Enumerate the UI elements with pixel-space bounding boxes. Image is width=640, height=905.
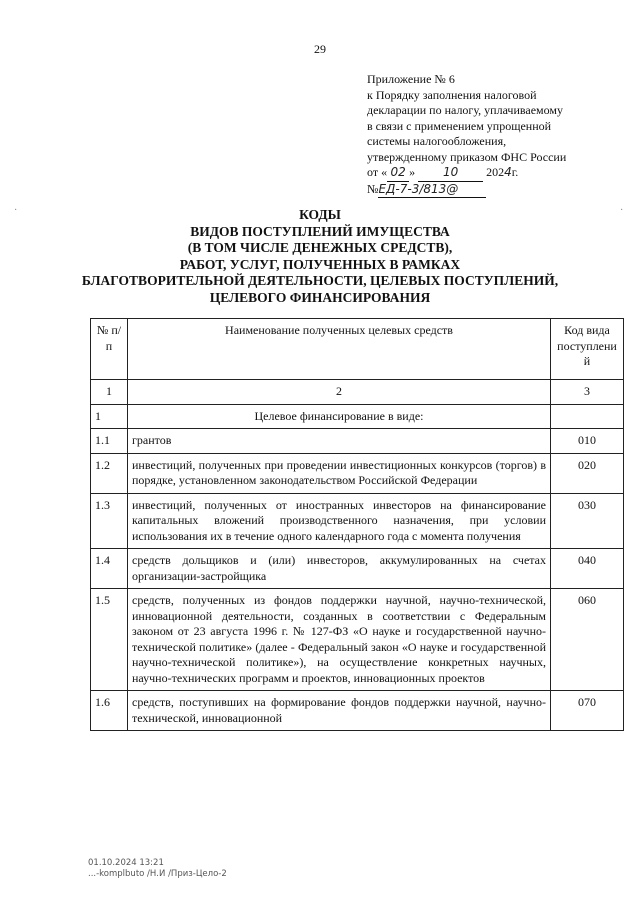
appendix-line: системы налогообложения, — [367, 134, 507, 148]
header-name: Наименование полученных целевых средств — [128, 319, 551, 380]
row-num: 1.3 — [91, 493, 128, 549]
header-code: Код вида поступлени й — [551, 319, 624, 380]
date-suffix: г. — [511, 165, 519, 179]
date-day: 02 — [387, 165, 409, 182]
date-month: 10 — [418, 165, 483, 182]
footer-path: ...-komplbuto /Н.И /Приз-Цело-2 — [88, 869, 227, 879]
appendix-line: в связи с применением упрощенной — [367, 118, 552, 133]
footer-timestamp: 01.10.2024 13:21 — [88, 858, 164, 868]
order-number — [367, 182, 612, 199]
number-prefix: № — [367, 181, 379, 196]
row-code: 020 — [551, 453, 624, 493]
column-number: 1 — [91, 380, 128, 405]
row-text: средств дольщиков и (или) инвесторов, аккумулированных на счетах организации-застройщика — [128, 549, 551, 589]
row-text: инвестиций, полученных от иностранных инвесторов на финансирование капитальных вложений производственного назначения, при условии использования их в течение одного календарного года с момента получения — [128, 493, 551, 549]
date-mid: » — [409, 165, 416, 179]
print-footer — [88, 858, 227, 880]
row-num: 1.2 — [91, 453, 128, 493]
title-line: ВИДОВ ПОСТУПЛЕНИЙ ИМУЩЕСТВА — [190, 223, 450, 239]
page-number: 29 — [314, 42, 326, 56]
date-year-hand: 4 — [504, 165, 512, 179]
column-number-row — [91, 380, 624, 405]
row-num: 1.4 — [91, 549, 128, 589]
appendix-line: утвержденному приказом ФНС России — [367, 149, 567, 164]
number-hand: ЕД-7-3/813@ — [378, 182, 486, 199]
appendix-line: Приложение № 6 — [367, 72, 455, 86]
section-label: Целевое финансирование в виде: — [128, 404, 551, 429]
table-row — [91, 691, 624, 731]
title-line: БЛАГОТВОРИТЕЛЬНОЙ ДЕЯТЕЛЬНОСТИ, ЦЕЛЕВЫХ ПОСТУПЛЕНИЙ, — [81, 273, 559, 288]
codes-table — [90, 318, 624, 731]
column-number: 2 — [128, 380, 551, 405]
row-code: 070 — [551, 691, 624, 731]
section-code — [551, 404, 624, 429]
row-code: 060 — [551, 589, 624, 691]
section-num: 1 — [91, 404, 128, 429]
row-num: 1.5 — [91, 589, 128, 691]
row-text: средств, полученных из фондов поддержки научной, научно-технической, инновационной деятельности, созданных в соответствии с Федеральным законом от 23 августа 1996 г. № 127-ФЗ «О науке и государственной научно-технической политике» (далее - Федеральный закон «О науке и государственной научно-технической политике»), на осуществление конкретных научных, научно-технических программ и проектов, инновационных проектов — [128, 589, 551, 691]
row-code: 030 — [551, 493, 624, 549]
margin-mark: · — [14, 205, 18, 216]
date-year-prefix: 202 — [486, 165, 505, 179]
row-code: 040 — [551, 549, 624, 589]
table-row — [91, 589, 624, 691]
appendix-line: декларации по налогу, уплачиваемому — [367, 103, 563, 117]
table-row — [91, 493, 624, 549]
title-line: ЦЕЛЕВОГО ФИНАНСИРОВАНИЯ — [209, 289, 431, 305]
margin-mark: · — [620, 205, 624, 216]
table-row — [91, 453, 624, 493]
table-header-row — [91, 319, 624, 380]
document-title — [0, 207, 640, 306]
title-line: КОДЫ — [299, 207, 341, 222]
row-num: 1.1 — [91, 429, 128, 454]
title-line: (В ТОМ ЧИСЛЕ ДЕНЕЖНЫХ СРЕДСТВ), — [187, 240, 453, 255]
row-text: грантов — [128, 429, 551, 454]
row-text: инвестиций, полученных при проведении инвестиционных конкурсов (торгов) в порядке, установленном законодательством Российской Федерации — [128, 453, 551, 493]
section-row — [91, 404, 624, 429]
row-text: средств, поступивших на формирование фондов поддержки научной, научно-технической, инновационной — [128, 691, 551, 731]
header-num: № п/п — [91, 319, 128, 380]
table-row — [91, 549, 624, 589]
order-date — [367, 165, 612, 182]
appendix-line: к Порядку заполнения налоговой — [367, 87, 537, 102]
row-num: 1.6 — [91, 691, 128, 731]
date-prefix: от « — [367, 165, 388, 179]
title-line: РАБОТ, УСЛУГ, ПОЛУЧЕННЫХ В РАМКАХ — [179, 256, 461, 272]
row-code: 010 — [551, 429, 624, 454]
column-number: 3 — [551, 380, 624, 405]
table-row — [91, 429, 624, 454]
appendix-block — [367, 72, 612, 198]
